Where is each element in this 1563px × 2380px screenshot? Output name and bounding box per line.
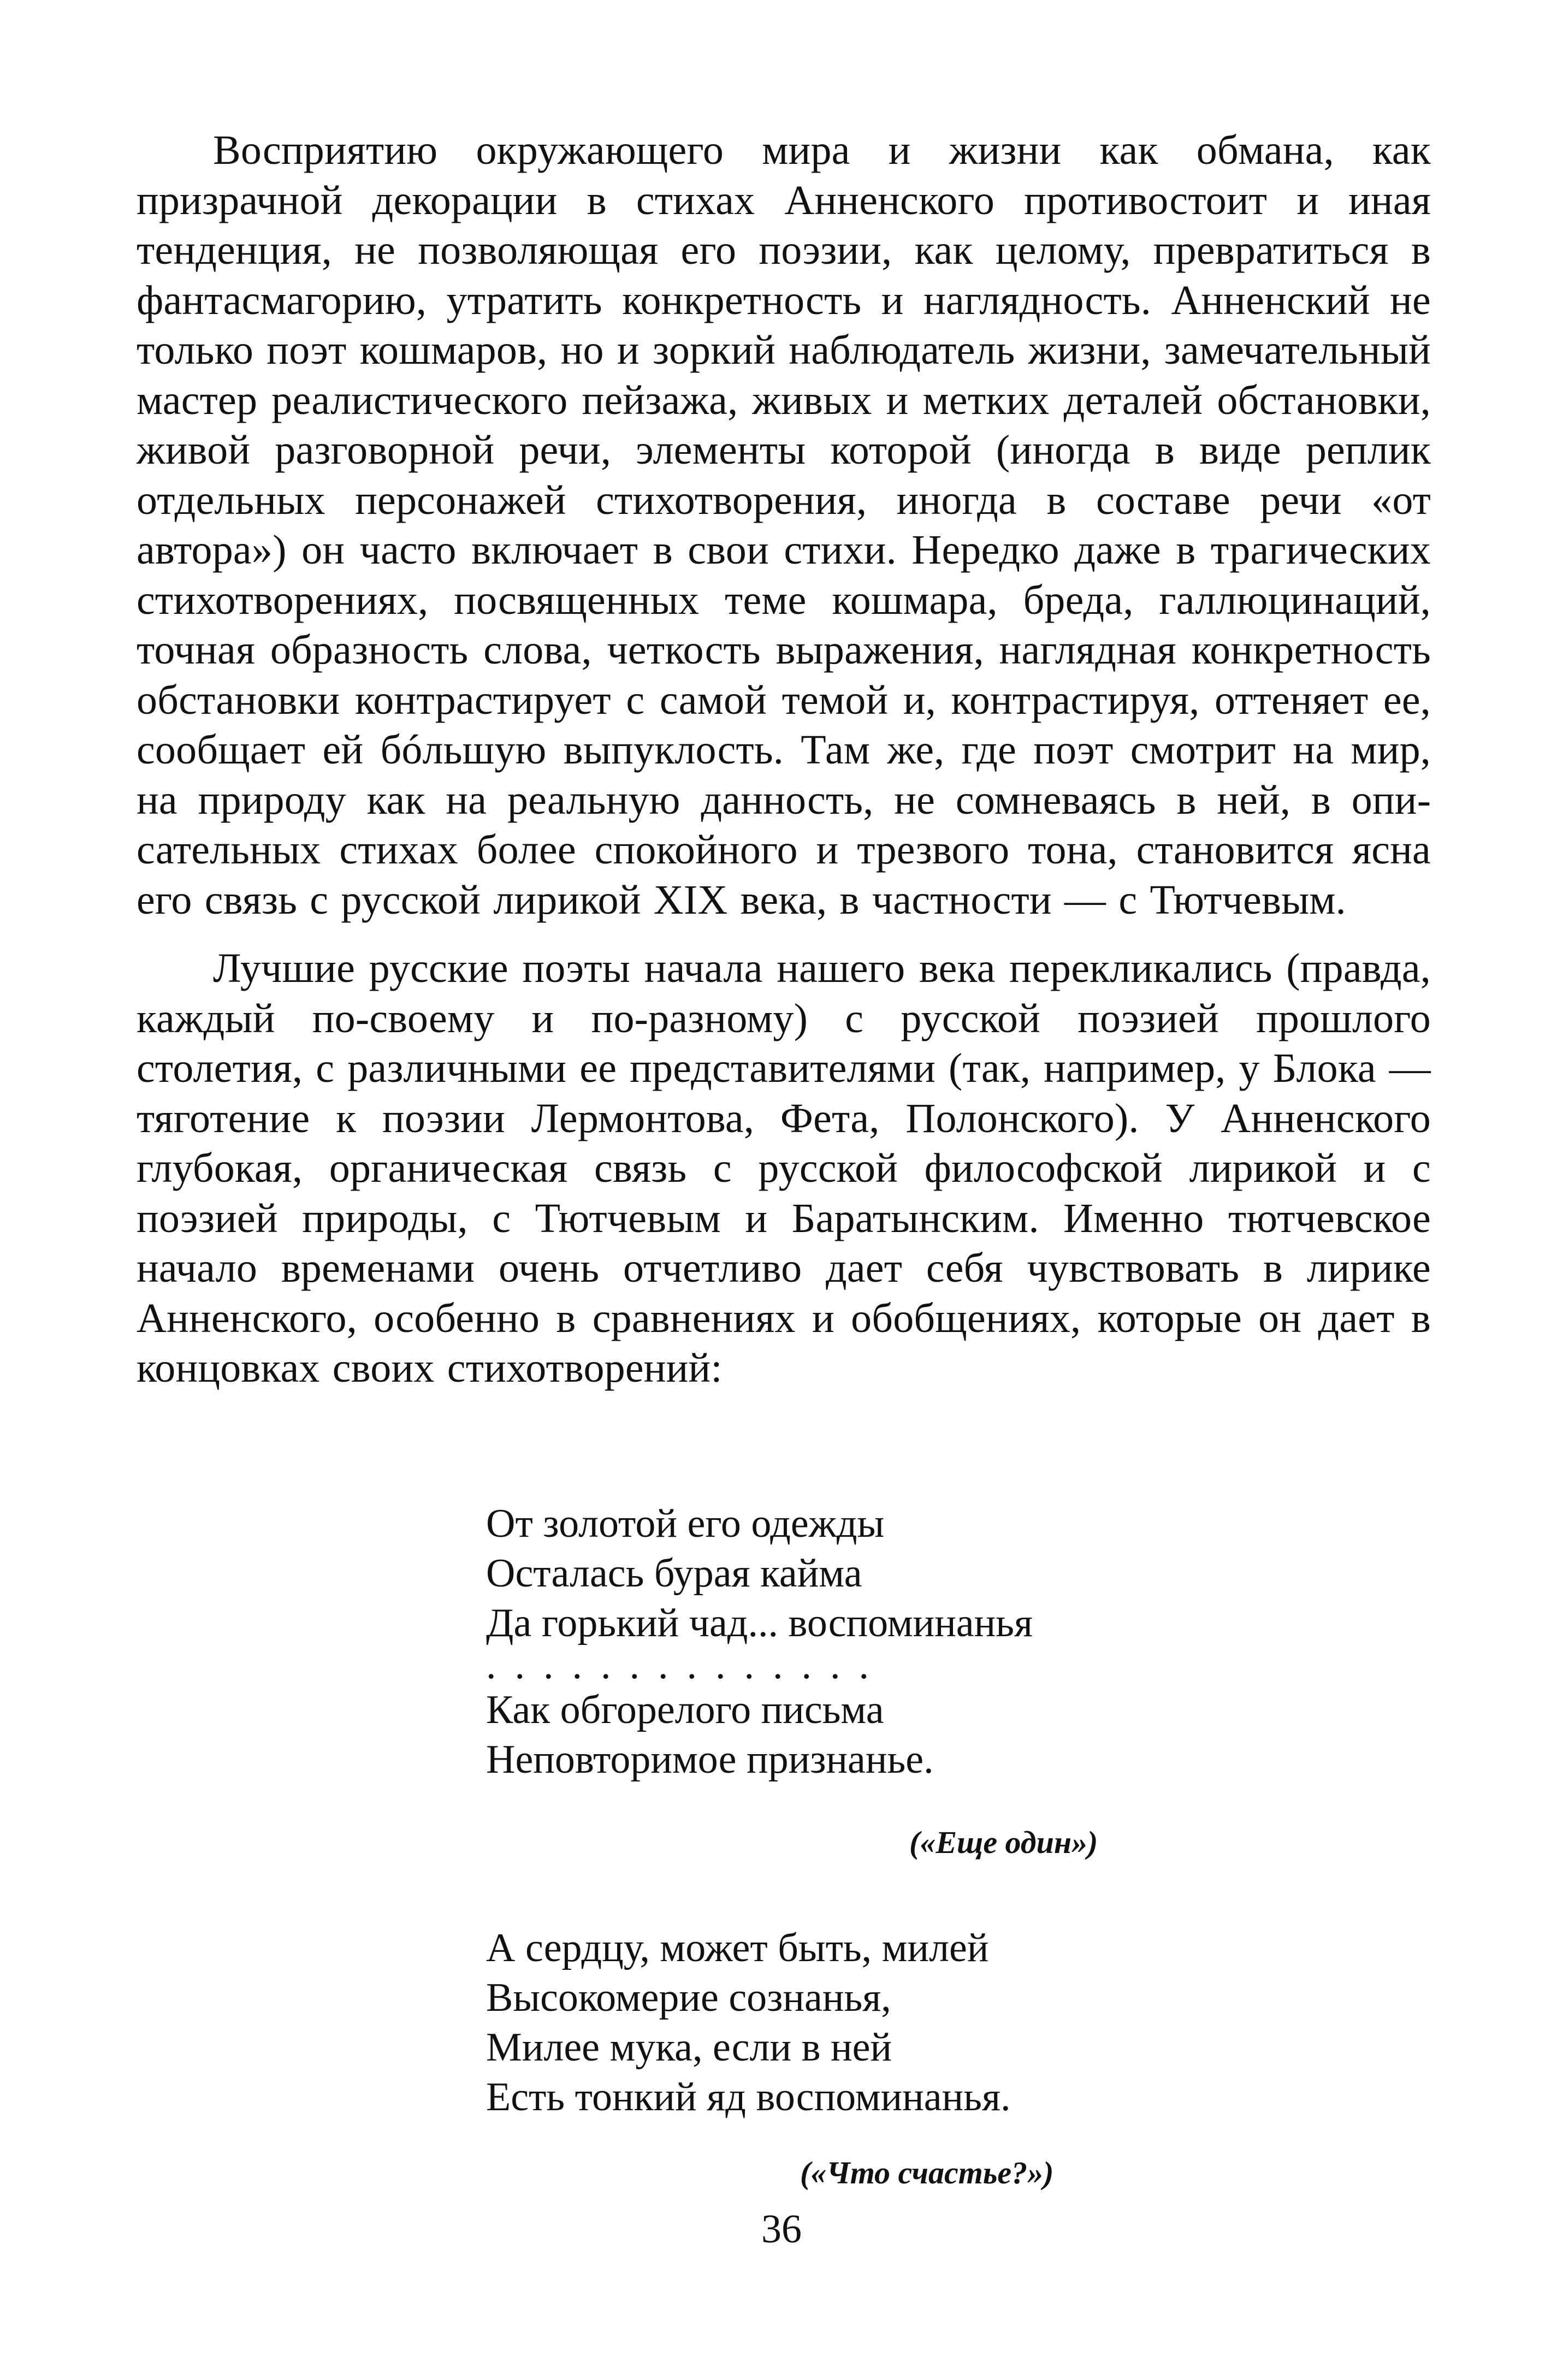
- poem-quote-2: [486, 1923, 1196, 2122]
- verse-line: Высокомерие сознанья,: [486, 1975, 891, 2020]
- verse-line: Милее мука, если в ней: [486, 2025, 892, 2070]
- verse-line: А сердцу, может быть, милей: [486, 1926, 989, 1970]
- paragraph-1: Восприятию окружающего мира и жизни как обмана, как призрачной декорации в стихах Анненского противостоит и иная тенденция, не позволяющая его поэзии, как целому, превратиться в фантасмагорию, утратить конкретность и наглядность. Анненский не только поэт кошмаров, но и зоркий наблюдатель жизни, замечательный мастер реалистического пейзажа, живых и метких деталей обстановки, живой разговорной речи, элементы которой (иногда в виде реплик отдельных персонажей стихотворения, иногда в составе речи «от автора») он часто включает в свои стихи. Нередко даже в трагических стихотворениях, посвященных теме кошмара, бреда, галлюцинаций, точная образность слова, четкость выражения, наглядная конкретность обстановки контрастирует с самой темой и, контрастируя, оттеняет ее, сообщает ей бóльшую выпуклость. Там же, где поэт смотрит на мир, на природу как на реальную данность, не сомневаясь в ней, в описательных стихах более спокойного и трезвого тона, становится ясна его связь с русской лирикой XIX века, в частности — с Тютчевым.: [137, 127, 1431, 923]
- verse-line: Неповторимое признанье.: [486, 1737, 934, 1782]
- verse-line: Как обгорелого письма: [486, 1688, 884, 1732]
- poem-quote-1: [486, 1499, 1196, 1785]
- verse-line: Осталась бурая кайма: [486, 1551, 862, 1596]
- omission-dots: ..............: [486, 1643, 887, 1688]
- verse-line: Есть тонкий яд воспоминанья.: [486, 2075, 1011, 2119]
- poem-1-source: («Еще один»): [909, 1825, 1098, 1860]
- poem-2-source: («Что счастье?»): [800, 2155, 1054, 2190]
- page-number: 36: [761, 2207, 802, 2252]
- verse-line: Да горький чад... воспоминанья: [486, 1601, 1033, 1645]
- paragraph-2: Лучшие русские поэты начала нашего века перекликались (правда, каждый по-своему и по-разному) с русской поэзией прошлого столетия, с различными ее представителями (так, например, у Блока — тяготение к поэзии Лермонтова, Фета, Полонского). У Анненского глубокая, органическая связь с русской философской лирикой и с поэзией природы, с Тютчевым и Баратынским. Именно тютчевское начало временами очень отчетливо дает себя чувствовать в лирике Анненского, особенно в сравнениях и обобщениях, которые он дает в концовках своих стихотворений:: [137, 945, 1431, 1391]
- body-text: [137, 126, 1431, 1412]
- verse-line: От золотой его одежды: [486, 1501, 885, 1546]
